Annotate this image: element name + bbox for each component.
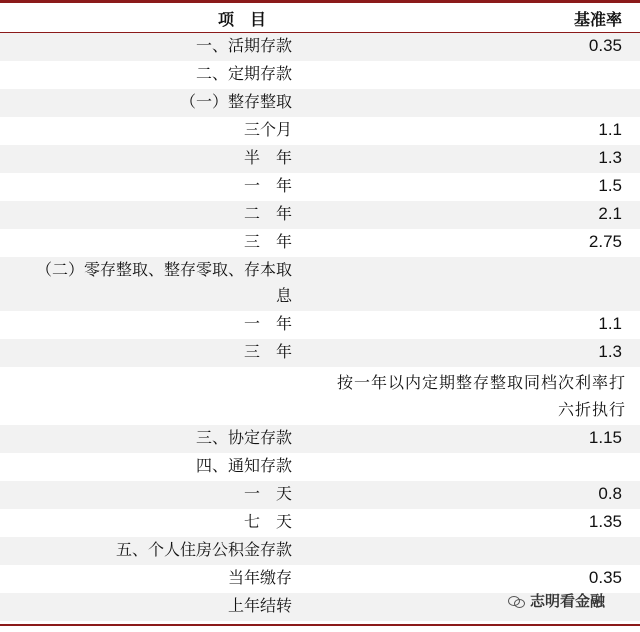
table-row [0, 117, 640, 145]
table-header [0, 3, 640, 33]
row-label: 二 年 [243, 204, 292, 223]
header-rate: 基准率 [573, 10, 622, 29]
watermark-text: 志明看金融 [530, 592, 606, 610]
table-row [0, 33, 640, 61]
row-label: 三 年 [243, 342, 292, 361]
row-rate: 2.75 [588, 232, 622, 251]
row-label: 五、个人住房公积金存款 [115, 540, 292, 559]
row-label: （一）整存整取 [179, 92, 292, 111]
row-label: （二）零存整取、整存零取、存本取息 [35, 260, 292, 305]
row-label: 三 年 [243, 232, 292, 251]
row-rate: 1.3 [598, 148, 622, 167]
table-row [0, 367, 640, 425]
row-label: 一 天 [243, 484, 292, 503]
row-rate: 0.35 [588, 36, 622, 55]
row-label: 三个月 [243, 120, 292, 139]
deposit-rate-table [0, 3, 640, 621]
row-rate: 1.5 [598, 176, 622, 195]
row-rate: 2.1 [598, 204, 622, 223]
table-row [0, 61, 640, 89]
table-row [0, 201, 640, 229]
row-rate: 1.15 [588, 428, 622, 447]
row-label: 三、协定存款 [195, 428, 292, 447]
bottom-rule [0, 624, 640, 626]
row-label: 二、定期存款 [195, 64, 292, 83]
table-row [0, 481, 640, 509]
table-row [0, 89, 640, 117]
table-row [0, 229, 640, 257]
table-row [0, 425, 640, 453]
table-row [0, 145, 640, 173]
row-label: 一 年 [243, 176, 292, 195]
row-label: 四、通知存款 [195, 456, 292, 475]
row-label: 一 年 [243, 314, 292, 333]
row-label: 上年结转 [227, 596, 292, 615]
watermark [508, 590, 605, 611]
row-rate: 1.35 [588, 512, 622, 531]
row-label: 当年缴存 [227, 568, 292, 587]
wechat-icon [508, 594, 526, 608]
row-rate: 1.3 [598, 342, 622, 361]
table-row [0, 565, 640, 593]
row-label: 一、活期存款 [195, 36, 292, 55]
row-rate-note: 按一年以内定期整存整取同档次利率打六折执行 [336, 373, 626, 419]
header-item: 项 目 [217, 10, 266, 29]
table-row [0, 509, 640, 537]
row-rate: 0.8 [598, 484, 622, 503]
table-row [0, 537, 640, 565]
table-row [0, 453, 640, 481]
table-row [0, 257, 640, 311]
row-rate: 1.1 [598, 120, 622, 139]
table-row [0, 339, 640, 367]
table-row [0, 173, 640, 201]
row-rate: 0.35 [588, 568, 622, 587]
row-label: 半 年 [243, 148, 292, 167]
row-label: 七 天 [243, 512, 292, 531]
row-rate: 1.1 [598, 314, 622, 333]
table-row [0, 311, 640, 339]
